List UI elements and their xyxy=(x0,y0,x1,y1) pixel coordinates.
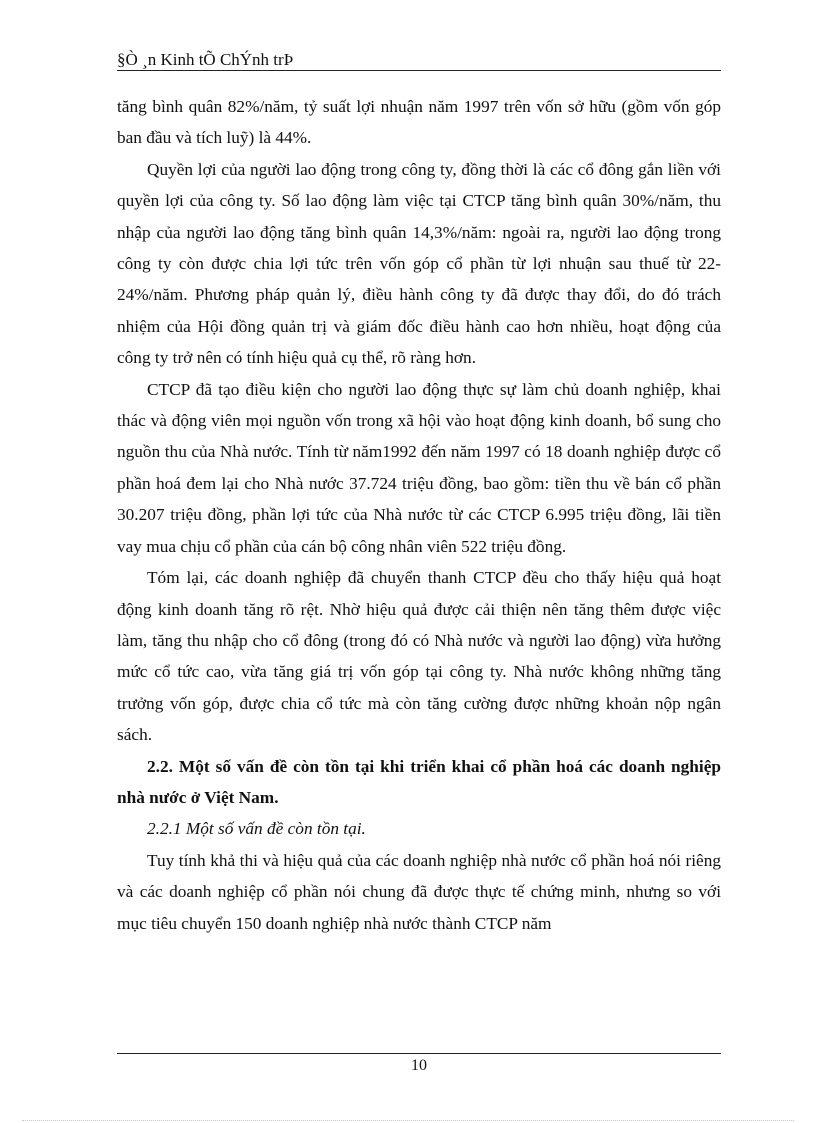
subsection-heading: 2.2.1 Một số vấn đề còn tồn tại. xyxy=(147,819,366,839)
paragraph-closing: Tuy tính khả thi và hiệu quả của các doanh nghiệp nhà nước cổ phần hoá nói riêng và các doanh nghiệp cổ phần nói chung đã được thực tế chứng minh, nhưng so với mục tiêu chuyển 150 doanh nghiệp nhà nước thành CTCP năm xyxy=(117,850,721,933)
footer-divider xyxy=(117,1053,721,1054)
paragraph-ctcp-conditions: CTCP đã tạo điều kiện cho người lao động thực sự làm chủ doanh nghiệp, khai thác và động viên mọi nguồn vốn trong xã hội vào hoạt động kinh doanh, bổ sung cho nguồn thu của Nhà nước. Tính từ năm1992 đến năm 1997 có 18 doanh nghiệp được cổ phần hoá đem lại cho Nhà nước 37.724 triệu đồng, bao gồm: tiền thu về bán cổ phần 30.207 triệu đồng, phần lợi tức của Nhà nước từ các CTCP 6.995 triệu đồng, lãi tiền vay mua chịu cổ phần của cán bộ công nhân viên 522 triệu đồng. xyxy=(117,379,721,556)
paragraph-worker-rights: Quyền lợi của người lao động trong công ty, đồng thời là các cổ đông gắn liền với quyền lợi của công ty. Số lao động làm việc tại CTCP tăng bình quân 30%/năm, thu nhập của người lao động tăng bình quân 14,3%/năm: ngoài ra, người lao động trong công ty còn được chia lợi tức trên vốn góp cổ phần từ lợi nhuận sau thuế từ 22-24%/năm. Phương pháp quản lý, điều hành công ty đã được thay đổi, do đó trách nhiệm của Hội đồng quản trị và giám đốc điều hành cao hơn nhiều, hoạt động của công ty trở nên có tính hiệu quả cụ thể, rõ ràng hơn. xyxy=(117,159,721,368)
page-header: §Ò ¸n Kinh tÕ ChÝnh trÞ xyxy=(117,50,721,71)
section-heading: 2.2. Một số vấn đề còn tồn tại khi triển khai cổ phần hoá các doanh nghiệp nhà nước ở Việt Nam. xyxy=(117,756,721,807)
paragraph-summary: Tóm lại, các doanh nghiệp đã chuyển thanh CTCP đều cho thấy hiệu quả hoạt động kinh doanh tăng rõ rệt. Nhờ hiệu quả được cải thiện nên tăng thêm được việc làm, tăng thu nhập cho cổ đông (trong đó có Nhà nước và người lao động) vừa hưởng mức cổ tức cao, vừa tăng giá trị vốn góp tại công ty. Nhà nước không những tăng trưởng vốn góp, được chia cổ tức mà còn tăng cường được những khoản nộp ngân sách. xyxy=(117,568,721,745)
page-number: 10 xyxy=(411,1057,427,1074)
document-body xyxy=(117,91,721,939)
paragraph-continuation: tăng bình quân 82%/năm, tỷ suất lợi nhuận năm 1997 trên vốn sở hữu (gồm vốn góp ban đầu và tích luỹ) là 44%. xyxy=(117,97,721,148)
page-bottom-dotted-border xyxy=(22,1120,794,1121)
